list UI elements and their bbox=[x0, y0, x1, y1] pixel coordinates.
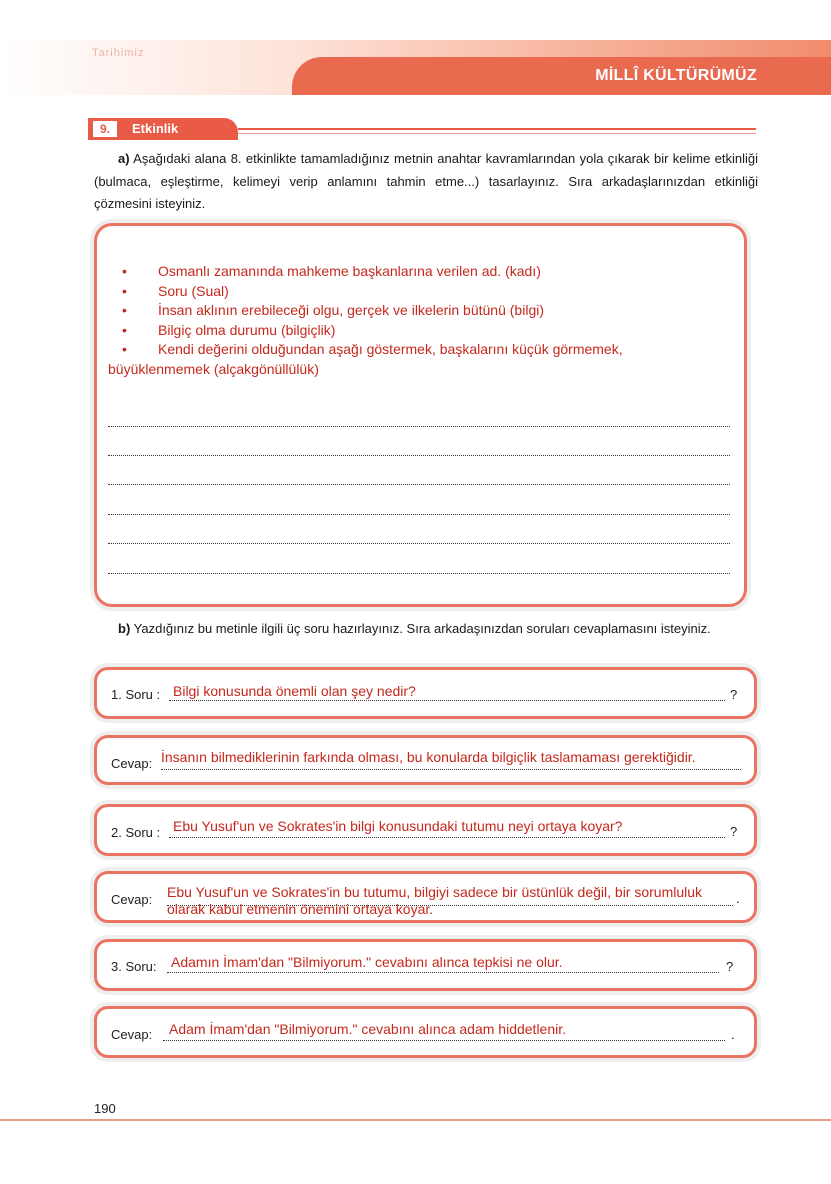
page-number: 190 bbox=[94, 1101, 116, 1116]
answer-label: Cevap: bbox=[111, 756, 153, 771]
question-label: 3. Soru: bbox=[111, 959, 157, 974]
part-a-text: Aşağıdaki alana 8. etkinlikte tamamladığınız metnin anahtar kavramlarından yola çıkarak bir kelime etkinliği (bulmaca, eşleştirme, kelimeyi verip anlamını tahmin etme...) tasarlayınız. Sıra arkadaşlarınızdan etkinliği çözmesini isteyiniz. bbox=[94, 151, 758, 211]
section-rule bbox=[238, 128, 756, 130]
part-a-instructions bbox=[94, 148, 758, 216]
line-end-mark: ? bbox=[726, 959, 734, 974]
answer-box-2 bbox=[94, 871, 757, 923]
writing-line bbox=[108, 455, 730, 456]
footer-rule bbox=[0, 1119, 831, 1121]
writing-line bbox=[108, 573, 730, 574]
bullet: • bbox=[122, 321, 127, 338]
answer-label: Cevap: bbox=[111, 892, 153, 907]
answer-box-1 bbox=[94, 735, 757, 785]
question-answer: Bilgi konusunda önemli olan şey nedir? bbox=[173, 683, 416, 699]
page-title: MİLLÎ KÜLTÜRÜMÜZ bbox=[595, 67, 757, 84]
answer-text-line2: olarak kabul etmenin önemini ortaya koyar. bbox=[167, 901, 434, 917]
line-end-mark: ? bbox=[730, 687, 738, 702]
question-answer: Ebu Yusuf'un ve Sokrates'in bilgi konusundaki tutumu neyi ortaya koyar? bbox=[173, 818, 623, 834]
answer-box-3 bbox=[94, 1006, 757, 1058]
question-label: 1. Soru : bbox=[111, 687, 161, 702]
line-end-mark: ? bbox=[730, 824, 738, 839]
header-ghost-text: Tarihimiz bbox=[92, 47, 145, 59]
answer-line bbox=[169, 700, 725, 701]
activity-item: • İnsan aklının erebileceği olgu, gerçek ve ilkelerin bütünü (bilgi) bbox=[122, 301, 722, 321]
answer-line bbox=[163, 1040, 725, 1041]
bullet: • bbox=[122, 282, 127, 299]
bullet: • bbox=[122, 302, 127, 318]
writing-line bbox=[108, 426, 730, 427]
writing-line bbox=[108, 514, 730, 515]
activity-list bbox=[108, 262, 722, 379]
activity-item: • Osmanlı zamanında mahkeme başkanlarına verilen ad. (kadı) bbox=[122, 262, 722, 282]
line-end-mark: . bbox=[736, 891, 740, 906]
answer-label: Cevap: bbox=[111, 1027, 153, 1042]
section-number: 9. bbox=[92, 120, 118, 138]
activity-item: • Bilgiç olma durumu (bilgiçlik) bbox=[122, 321, 722, 341]
part-b-text: Yazdığınız bu metinle ilgili üç soru hazırlayınız. Sıra arkadaşınızdan soruları cevaplamasını isteyiniz. bbox=[130, 621, 711, 636]
section-label: Etkinlik bbox=[132, 121, 179, 136]
bullet: • bbox=[122, 263, 127, 279]
question-box-1 bbox=[94, 667, 757, 719]
bullet: • bbox=[122, 341, 127, 357]
question-label: 2. Soru : bbox=[111, 825, 161, 840]
answer-text: Ebu Yusuf'un ve Sokrates'in bu tutumu, bilgiyi sadece bir üstünlük değil, bir sorumluluk bbox=[167, 884, 703, 900]
answer-text: Adam İmam'dan "Bilmiyorum." cevabını alınca adam hiddetlenir. bbox=[169, 1021, 567, 1037]
part-b-instructions bbox=[94, 618, 758, 641]
answer-line bbox=[167, 972, 719, 973]
writing-line bbox=[108, 484, 730, 485]
question-box-3 bbox=[94, 939, 757, 991]
question-box-2 bbox=[94, 804, 757, 856]
answer-text: İnsanın bilmediklerinin farkında olması, bu konularda bilgiçlik taslamaması gerektiğidir. bbox=[161, 749, 696, 765]
part-a-letter: a) bbox=[118, 151, 130, 166]
writing-line bbox=[108, 543, 730, 544]
question-answer: Adamın İmam'dan "Bilmiyorum." cevabını alınca tepkisi ne olur. bbox=[171, 954, 563, 970]
part-b-letter: b) bbox=[118, 621, 131, 636]
activity-item: • Kendi değerini olduğundan aşağı göstermek, başkalarını küçük görmemek, bbox=[122, 340, 722, 360]
activity-item-continuation: büyüklenmemek (alçakgönüllülük) bbox=[108, 360, 319, 377]
activity-item: • Soru (Sual) bbox=[122, 282, 722, 302]
answer-line bbox=[169, 837, 725, 838]
line-end-mark: . bbox=[731, 1027, 735, 1042]
section-rule-thin bbox=[238, 133, 756, 134]
answer-line bbox=[161, 769, 741, 770]
